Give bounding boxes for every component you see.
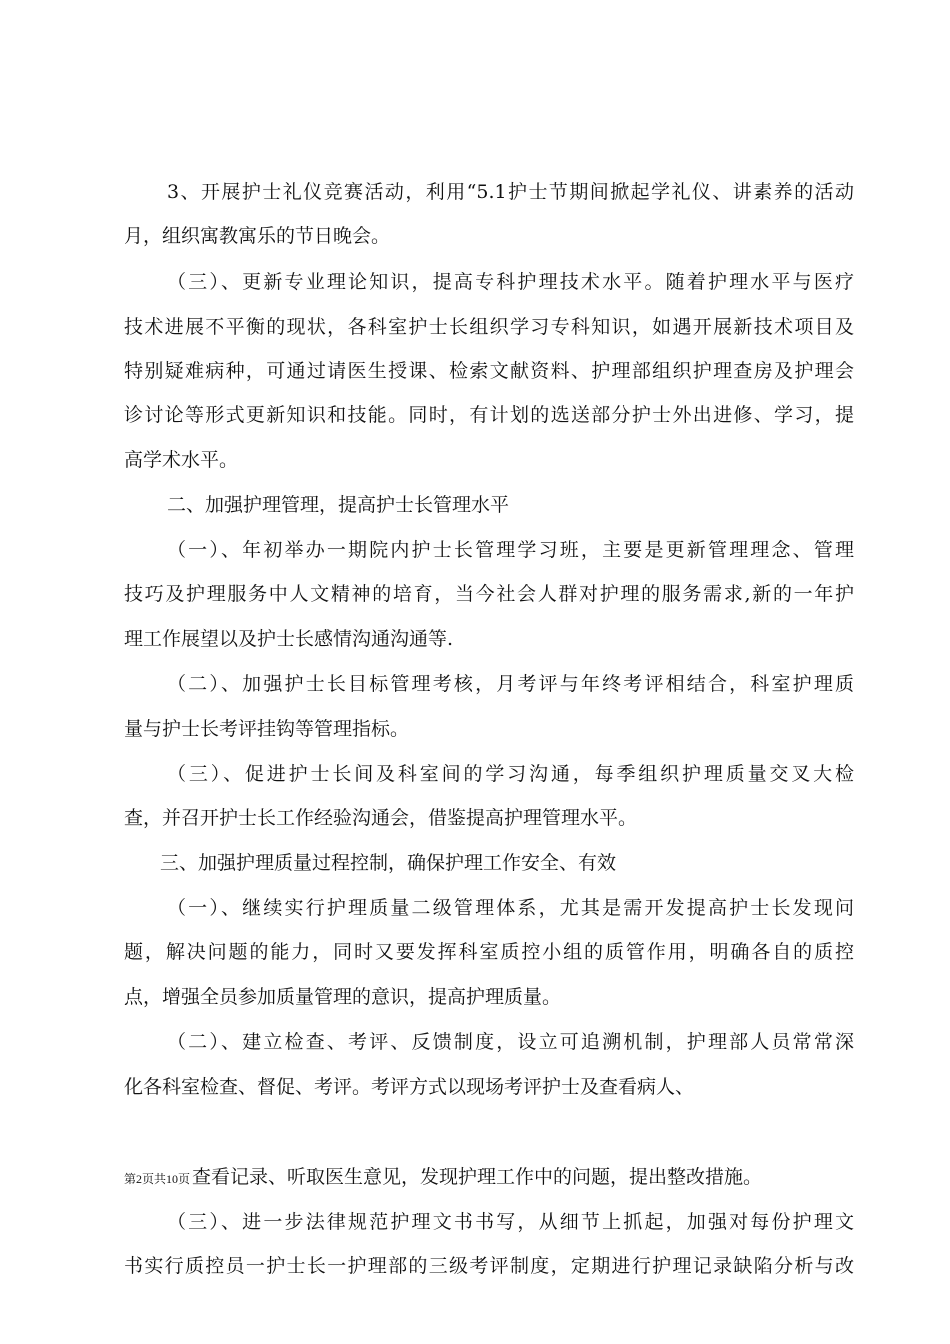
paragraph-line: 技术进展不平衡的现状，各科室护士长组织学习专科知识，如遇开展新技术项目及 [124,316,854,338]
paragraph-line: 化各科室检查、督促、考评。考评方式以现场考评护士及查看病人、 [124,1076,695,1098]
section-heading: 三、加强护理质量过程控制，确保护理工作安全、有效 [160,852,617,874]
paragraph-line: 高学术水平。 [124,449,239,471]
paragraph-line: （二）、建立检查、考评、反馈制度，设立可追溯机制，护理部人员常常深 [167,1031,854,1053]
paragraph-line: （一）、继续实行护理质量二级管理体系，尤其是需开发提高护士长发现问 [167,897,854,919]
paragraph-line: 点，增强全员参加质量管理的意识，提高护理质量。 [124,986,562,1008]
paragraph-line: 理工作展望以及护士长感情沟通沟通等. [124,628,454,650]
section-heading: 二、加强护理管理，提高护士长管理水平 [167,494,510,516]
paragraph-line: 量与护士长考评挂钩等管理指标。 [124,718,410,740]
paragraph-line: 查，并召开护士长工作经验沟通会，借鉴提高护理管理水平。 [124,807,638,829]
paragraph-line: 诊讨论等形式更新知识和技能。同时，有计划的选送部分护士外出进修、学习，提 [124,404,854,426]
paragraph-line: （三）、更新专业理论知识，提高专科护理技术水平。随着护理水平与医疗 [167,271,854,293]
paragraph-line: 技巧及护理服务中人文精神的培育，当今社会人群对护理的服务需求,新的一年护 [124,583,854,605]
page-number-label: 第2页共10页 [124,1172,191,1186]
paragraph-line: （二）、加强护士长目标管理考核，月考评与年终考评相结合，科室护理质 [167,673,854,695]
paragraph-line: （三）、促进护士长间及科室间的学习沟通，每季组织护理质量交叉大检 [167,763,854,785]
paragraph-line: 书实行质控员一护士长一护理部的三级考评制度，定期进行护理记录缺陷分析与改 [124,1255,854,1277]
paragraph-line: 特别疑难病种，可通过请医生授课、检索文献资料、护理部组织护理查房及护理会 [124,360,854,382]
paragraph-line-continued: 查看记录、听取医生意见，发现护理工作中的问题，提出整改措施。 [192,1166,763,1188]
paragraph-line: 题，解决问题的能力，同时又要发挥科室质控小组的质管作用，明确各自的质控 [124,941,854,963]
page-footer-line [124,1165,854,1191]
paragraph-line: 月，组织寓教寓乐的节日晚会。 [124,225,391,247]
paragraph-line: （三）、进一步法律规范护理文书书写，从细节上抓起，加强对每份护理文 [167,1211,854,1233]
paragraph-line: 3、开展护士礼仪竞赛活动，利用“5.1护士节期间掀起学礼仪、讲素养的活动 [167,181,854,203]
paragraph-line: （一）、年初举办一期院内护士长管理学习班，主要是更新管理理念、管理 [167,539,854,561]
